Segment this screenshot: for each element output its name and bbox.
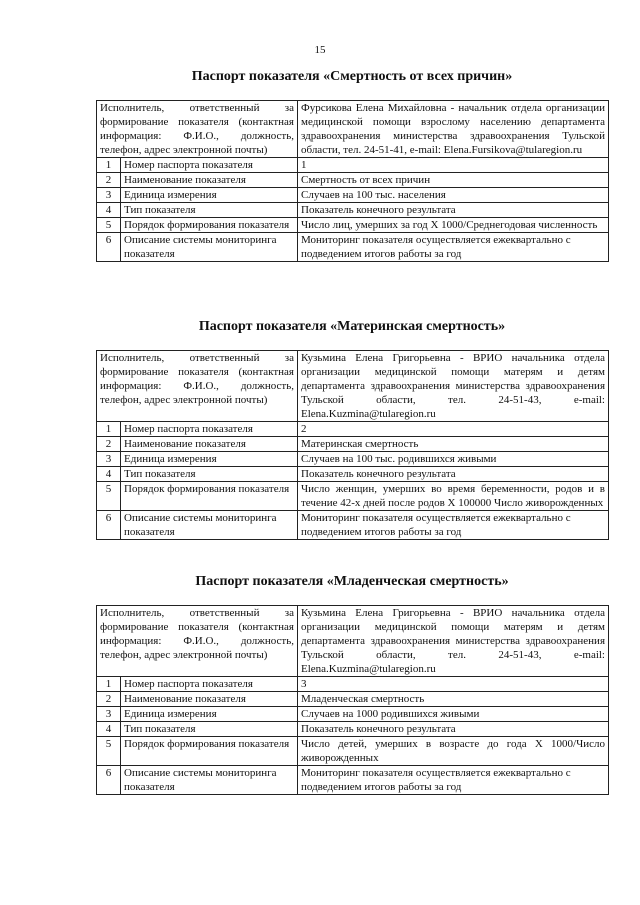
- table-row: [97, 737, 609, 766]
- row-number: 2: [97, 692, 121, 707]
- table-row: [97, 677, 609, 692]
- row-label: Наименование показателя: [121, 692, 298, 707]
- row-label: Единица измерения: [121, 188, 298, 203]
- row-value: Мониторинг показателя осуществляется ежеквартально с подведением итогов работы за год: [298, 511, 609, 540]
- row-label: Наименование показателя: [121, 437, 298, 452]
- row-value: Показатель конечного результата: [298, 467, 609, 482]
- row-number: 3: [97, 707, 121, 722]
- table-row: [97, 452, 609, 467]
- passport-title: Паспорт показателя «Младенческая смертность»: [195, 574, 509, 589]
- row-label: Описание системы мониторинга показателя: [121, 233, 298, 262]
- passport-title: Паспорт показателя «Материнская смертность»: [198, 319, 506, 334]
- table-row: [97, 233, 609, 262]
- row-label: Описание системы мониторинга показателя: [121, 766, 298, 795]
- row-value: Мониторинг показателя осуществляется ежеквартально с подведением итогов работы за год: [298, 233, 609, 262]
- row-number: 6: [97, 511, 121, 540]
- executor-label: Исполнитель, ответственный за формирование показателя (контактная информация: Ф.И.О., должность, телефон, адрес электронной почты): [97, 606, 298, 677]
- row-number: 5: [97, 482, 121, 511]
- row-number: 2: [97, 437, 121, 452]
- table-row: [97, 766, 609, 795]
- passport-section: [96, 316, 608, 540]
- passport-table: [96, 350, 609, 540]
- row-number: 1: [97, 677, 121, 692]
- table-row: [97, 218, 609, 233]
- table-row: [97, 188, 609, 203]
- row-label: Тип показателя: [121, 467, 298, 482]
- row-label: Номер паспорта показателя: [121, 677, 298, 692]
- row-value: 1: [298, 158, 609, 173]
- row-label: Единица измерения: [121, 707, 298, 722]
- row-number: 5: [97, 218, 121, 233]
- row-label: Номер паспорта показателя: [121, 422, 298, 437]
- row-number: 6: [97, 766, 121, 795]
- row-number: 4: [97, 467, 121, 482]
- table-row: [97, 158, 609, 173]
- executor-label: Исполнитель, ответственный за формирование показателя (контактная информация: Ф.И.О., должность, телефон, адрес электронной почты): [97, 101, 298, 158]
- passport-title: Паспорт показателя «Смертность от всех причин»: [191, 69, 513, 84]
- executor-row: [97, 351, 609, 422]
- table-row: [97, 692, 609, 707]
- table-row: [97, 511, 609, 540]
- table-row: [97, 707, 609, 722]
- row-number: 3: [97, 452, 121, 467]
- table-row: [97, 467, 609, 482]
- row-number: 4: [97, 203, 121, 218]
- passport-section: [96, 571, 608, 795]
- executor-row: [97, 101, 609, 158]
- row-value: Случаев на 100 тыс. родившихся живыми: [298, 452, 609, 467]
- table-row: [97, 722, 609, 737]
- page-number: 15: [314, 44, 326, 56]
- row-value: Случаев на 1000 родившихся живыми: [298, 707, 609, 722]
- row-label: Единица измерения: [121, 452, 298, 467]
- row-value: Число детей, умерших в возрасте до года Х 1000/Число живорожденных: [298, 737, 609, 766]
- row-value: Показатель конечного результата: [298, 722, 609, 737]
- row-number: 2: [97, 173, 121, 188]
- row-value: Материнская смертность: [298, 437, 609, 452]
- row-number: 3: [97, 188, 121, 203]
- row-label: Порядок формирования показателя: [121, 218, 298, 233]
- passport-table: [96, 605, 609, 795]
- executor-label: Исполнитель, ответственный за формирование показателя (контактная информация: Ф.И.О., должность, телефон, адрес электронной почты): [97, 351, 298, 422]
- row-label: Номер паспорта показателя: [121, 158, 298, 173]
- row-value: Число лиц, умерших за год Х 1000/Среднегодовая численность: [298, 218, 609, 233]
- row-value: Смертность от всех причин: [298, 173, 609, 188]
- row-number: 1: [97, 158, 121, 173]
- row-label: Наименование показателя: [121, 173, 298, 188]
- table-row: [97, 422, 609, 437]
- row-value: Показатель конечного результата: [298, 203, 609, 218]
- table-row: [97, 437, 609, 452]
- executor-row: [97, 606, 609, 677]
- row-label: Описание системы мониторинга показателя: [121, 511, 298, 540]
- executor-value: Фурсикова Елена Михайловна - начальник отдела организации медицинской помощи взрослому населению департамента здравоохранения министерства здравоохранения Тульской области, тел. 24-51-41, e-mail: Elena.Fursikova@tularegion.ru: [298, 101, 609, 158]
- row-value: Число женщин, умерших во время беременности, родов и в течение 42-х дней после родов Х 100000 Число живорожденных: [298, 482, 609, 511]
- executor-value: Кузьмина Елена Григорьевна - ВРИО начальника отдела организации медицинской помощи матерям и детям департамента здравоохранения министерства здравоохранения Тульской области, тел. 24-51-43, e-mail: Elena.Kuzmina@tularegion.ru: [298, 351, 609, 422]
- row-value: Мониторинг показателя осуществляется ежеквартально с подведением итогов работы за год: [298, 766, 609, 795]
- table-row: [97, 482, 609, 511]
- row-value: 3: [298, 677, 609, 692]
- table-row: [97, 203, 609, 218]
- passport-section: [96, 66, 608, 262]
- row-label: Тип показателя: [121, 203, 298, 218]
- executor-value: Кузьмина Елена Григорьевна - ВРИО начальника отдела организации медицинской помощи матерям и детям департамента здравоохранения министерства здравоохранения Тульской области, тел. 24-51-43, e-mail: Elena.Kuzmina@tularegion.ru: [298, 606, 609, 677]
- row-number: 6: [97, 233, 121, 262]
- row-number: 1: [97, 422, 121, 437]
- table-row: [97, 173, 609, 188]
- row-number: 4: [97, 722, 121, 737]
- row-value: Случаев на 100 тыс. населения: [298, 188, 609, 203]
- row-value: Младенческая смертность: [298, 692, 609, 707]
- row-label: Порядок формирования показателя: [121, 482, 298, 511]
- row-label: Порядок формирования показателя: [121, 737, 298, 766]
- row-label: Тип показателя: [121, 722, 298, 737]
- row-value: 2: [298, 422, 609, 437]
- row-number: 5: [97, 737, 121, 766]
- passport-table: [96, 100, 609, 262]
